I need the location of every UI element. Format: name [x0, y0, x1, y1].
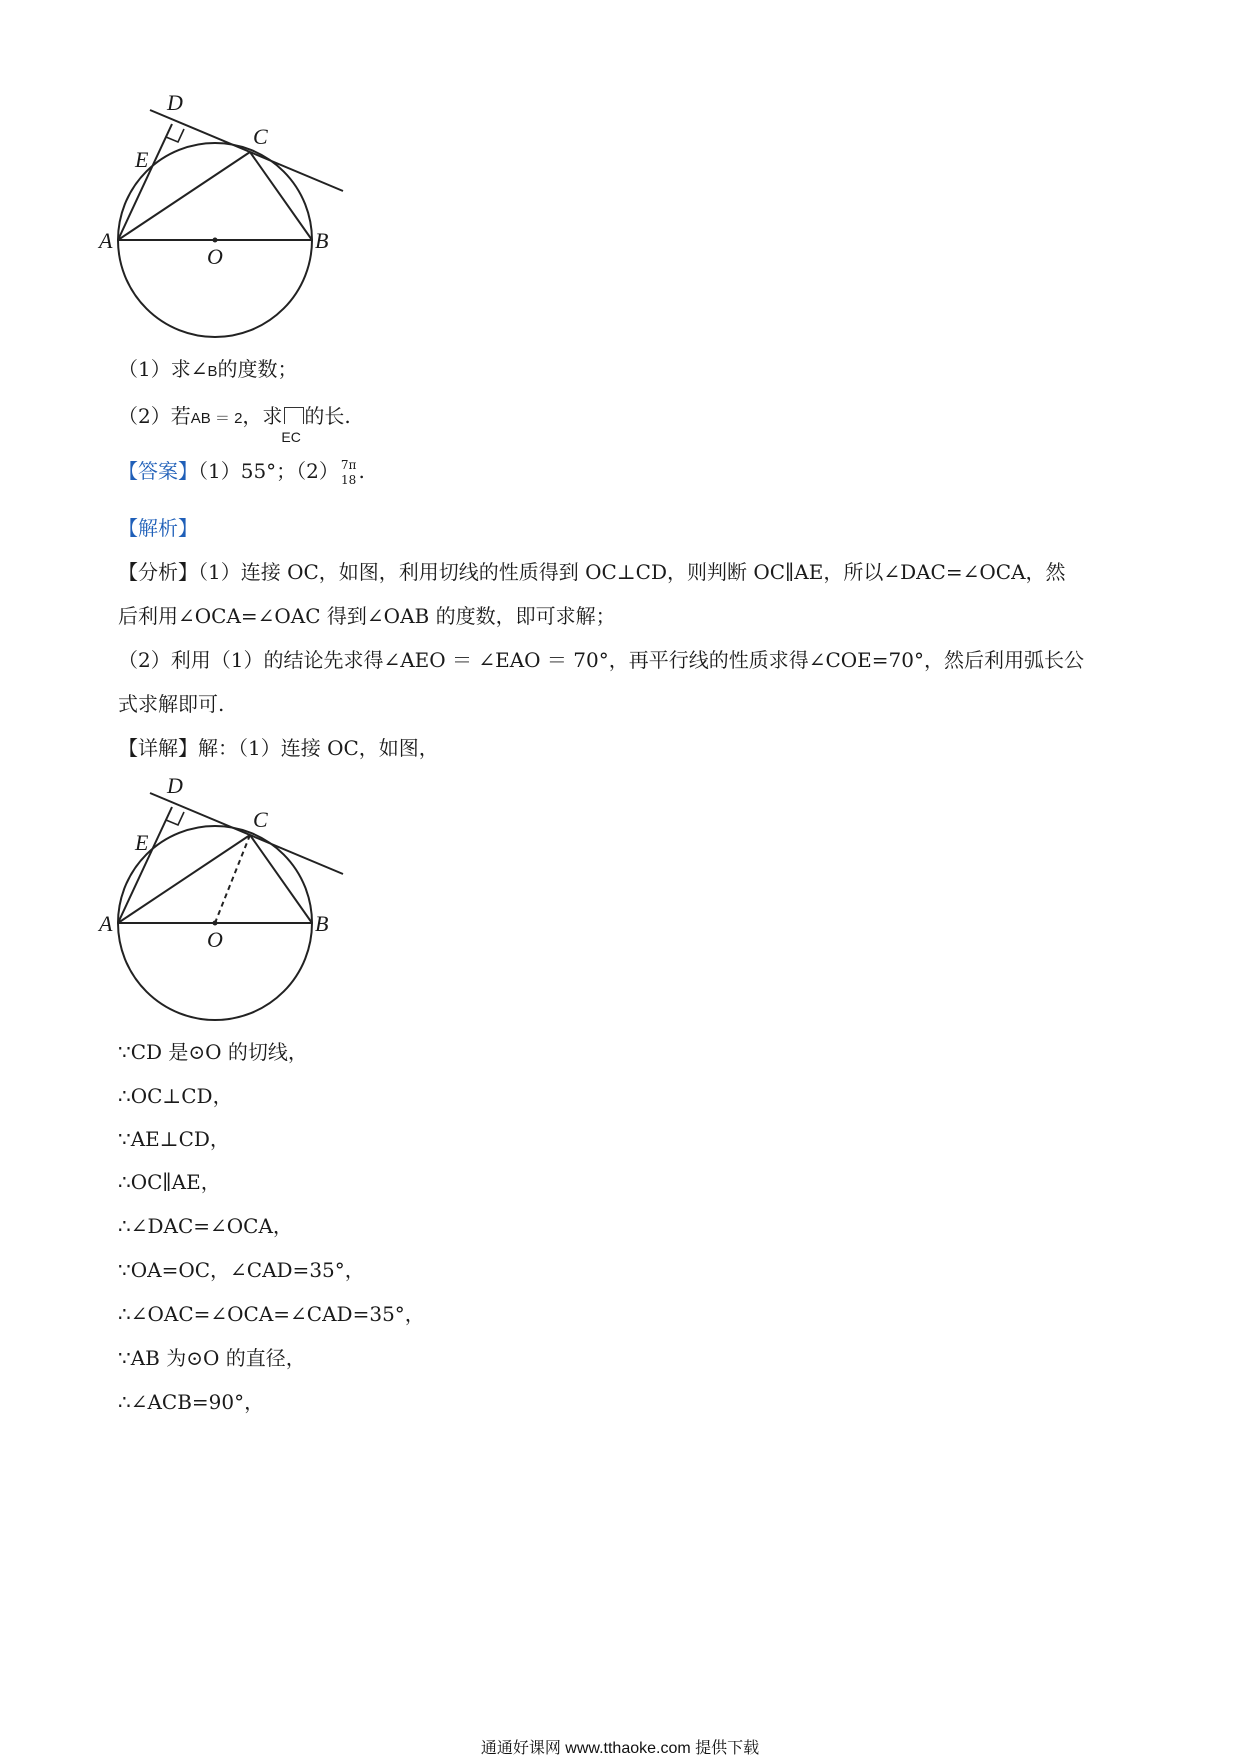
label-d: D: [167, 773, 183, 798]
label-o: O: [207, 244, 223, 269]
analysis-line-3: （2）利用（1）的结论先求得∠AEO ＝ ∠EAO ＝ 70°，再平行线的性质求得∠COE=70°，然后利用弧长公: [118, 648, 1084, 672]
step-9: ∴∠ACB=90°，: [118, 1390, 265, 1414]
step-4: ∴OC∥AE，: [118, 1170, 221, 1194]
analysis-line-2: 后利用∠OCA=∠OAC 得到∠OAB 的度数，即可求解；: [118, 604, 616, 628]
analysis-line-4: 式求解即可.: [118, 692, 225, 716]
answer-fraction: 7π 18: [340, 457, 357, 487]
label-a: A: [99, 911, 113, 936]
analysis-line-1: 【分析】（1）连接 OC，如图，利用切线的性质得到 OC⊥CD，则判断 OC∥AE，所以∠DAC=∠OCA，然: [118, 560, 1066, 584]
geometry-diagram-2: [95, 773, 365, 1033]
step-6: ∵OA=OC，∠CAD=35°，: [118, 1258, 365, 1282]
dashed-oc: [215, 835, 250, 923]
label-e: E: [135, 830, 149, 855]
label-d: D: [167, 90, 183, 115]
step-1: ∵CD 是⊙O 的切线，: [118, 1040, 308, 1064]
answer-line: 【答案】（1）55°；（2） 7π 18 .: [118, 457, 365, 487]
step-2: ∴OC⊥CD，: [118, 1084, 233, 1108]
step-7: ∴∠OAC=∠OCA=∠CAD=35°，: [118, 1302, 425, 1326]
page-footer: 通通好课网 www.tthaoke.com 提供下载: [480, 1740, 760, 1757]
question-1: （1）求∠B的度数；: [118, 357, 298, 381]
step-3: ∵AE⊥CD，: [118, 1127, 230, 1151]
analysis-tag: 【解析】: [118, 516, 198, 540]
label-b: B: [315, 228, 329, 253]
label-b: B: [315, 911, 329, 936]
label-a: A: [99, 228, 113, 253]
label-o: O: [207, 927, 223, 952]
detail-line: 【详解】解：（1）连接 OC，如图，: [118, 736, 439, 760]
answer-tag: 【答案】: [118, 459, 198, 483]
step-8: ∵AB 为⊙O 的直径，: [118, 1346, 306, 1370]
geometry-diagram-1: [95, 90, 365, 350]
label-c: C: [253, 124, 268, 149]
question-2: （2）若AB ＝ 2，求 EC 的长.: [118, 404, 351, 445]
label-c: C: [253, 807, 268, 832]
label-e: E: [135, 147, 149, 172]
center-dot: [213, 921, 218, 926]
center-dot: [213, 238, 218, 243]
arc-ec-symbol: EC: [282, 405, 304, 425]
figure-1: [95, 90, 365, 350]
step-5: ∴∠DAC=∠OCA，: [118, 1214, 293, 1238]
figure-2: [95, 773, 365, 1033]
